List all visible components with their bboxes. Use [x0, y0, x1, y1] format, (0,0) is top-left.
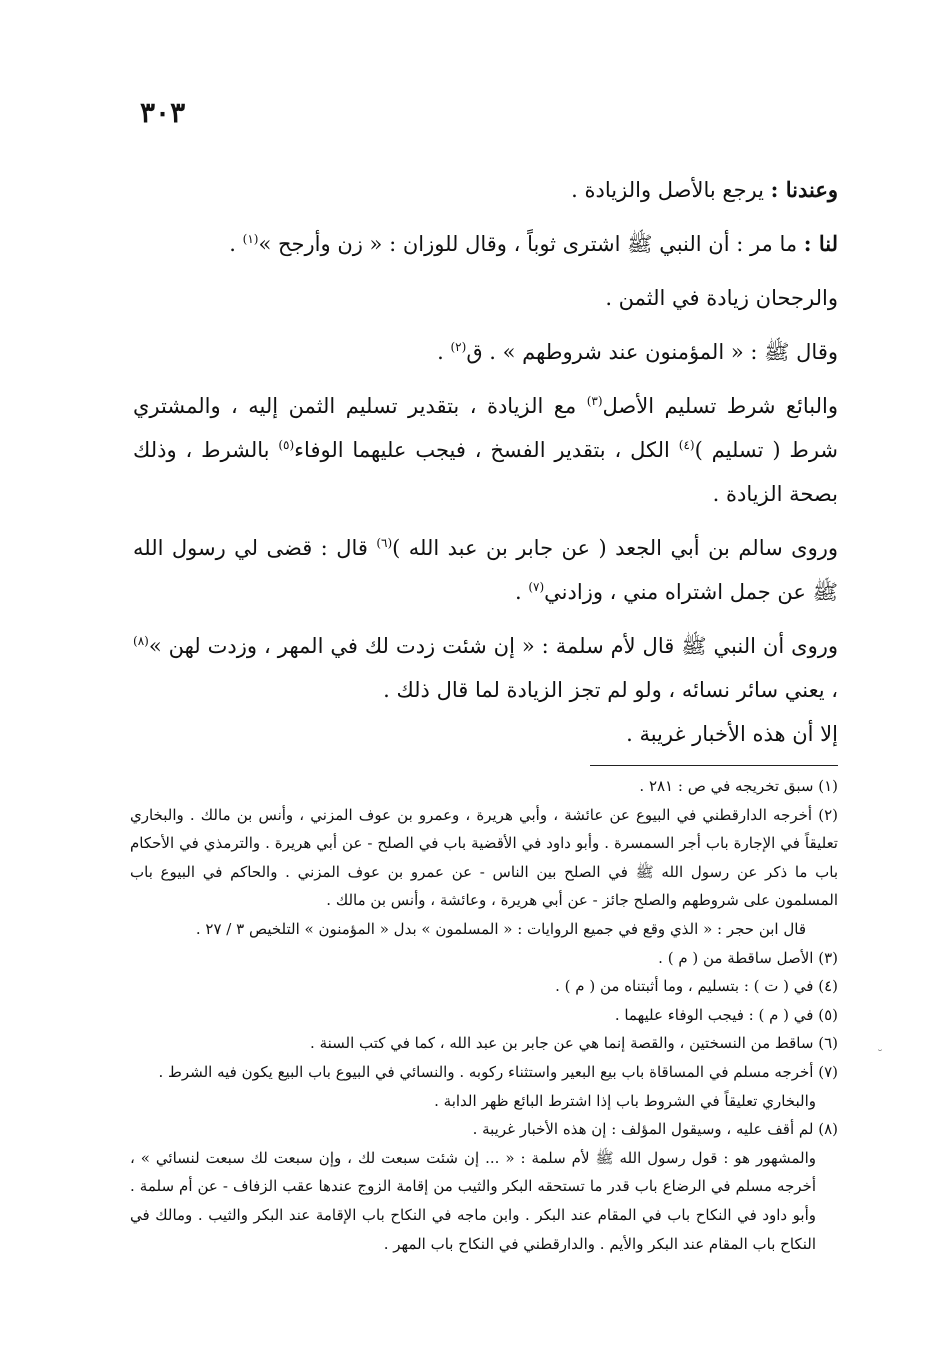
footnote-7: (٧) أخرجه مسلم في المساقاة باب بيع البعير واستثناء ركوبه . والنسائي في البيوع باب البيع يكون فيه الشرط . [158, 1062, 838, 1081]
paragraph-5-part-a: والبائع شرط تسليم الأصل [602, 394, 838, 418]
footnote-ref-6[interactable]: (٦) [376, 536, 393, 550]
footnote-4: (٤) في ( ت ) : بتسليم ، وما أثبتناه من ( م ) . [555, 977, 838, 996]
paragraph-4-text: وقال ﷺ : « المؤمنون عند شروطهم » . ق [466, 340, 838, 364]
paragraph-5-part-b: مع الزيادة ، بتقدير تسليم الثمن إليه ، والمشتري شرط ( تسليم ) [133, 394, 838, 462]
footnote-ref-8[interactable]: (٨) [133, 634, 149, 648]
paragraph-1-text: يرجع بالأصل والزيادة . [571, 178, 771, 202]
paragraph-3: والرجحان زيادة في الثمن . [605, 286, 838, 310]
footnotes [130, 772, 838, 1258]
main-text [133, 168, 838, 756]
footnote-5: (٥) في ( م ) : فيجب الوفاء عليهما . [614, 1005, 838, 1024]
footnote-ref-1[interactable]: (١) [242, 232, 259, 246]
footnote-2-continued: قال ابن حجر : « الذي وقع في جميع الروايات : « المسلمون » بدل « المؤمنون » التلخيص ٣ / ٢٧ . [195, 919, 806, 938]
paragraph-5-part-c: الكل ، بتقدير الفسخ ، فيجب عليهما الوفاء [294, 438, 679, 462]
paragraph-5 [133, 384, 838, 516]
footnote-6: (٦) ساقط من النسختين ، والقصة إنما هي عن جابر بن عبد الله ، كما في كتب السنة . [310, 1034, 838, 1053]
footnote-separator [590, 765, 838, 766]
footnote-3: (٣) الأصل ساقطة من ( م ) . [658, 948, 838, 967]
footnote-8: (٨) لم أقف عليه ، وسيقول المؤلف : إن هذه الأخبار غريبة . [472, 1120, 838, 1139]
footnote-ref-5[interactable]: (٥) [278, 438, 295, 452]
paragraph-1-lead: وعندنا : [770, 177, 838, 202]
paragraph-6-part-a: وروى سالم بن أبي الجعد ( عن جابر بن عبد الله ) [392, 536, 838, 560]
margin-dot: ˘ [877, 1048, 883, 1062]
paragraph-6 [133, 526, 838, 614]
paragraph-6-part-c: . [514, 580, 529, 604]
paragraph-8: إلا أن هذه الأخبار غريبة . [626, 722, 838, 746]
paragraph-7-part-b: ، يعني سائر نسائه ، ولو لم تجز الزيادة لما قال ذلك . [383, 678, 838, 702]
page-number: ٣٠٣ [140, 96, 186, 129]
paragraph-2-lead: لنا : [803, 231, 838, 256]
paragraph-7-part-a: وروى أن النبي ﷺ قال لأم سلمة : « إن شئت زدت لك في المهر ، وزدت لهن » [148, 634, 838, 658]
footnote-ref-3[interactable]: (٣) [586, 394, 603, 408]
paragraph-4-end: . [437, 340, 451, 364]
footnote-1: (١) سبق تخريجه في ص : ٢٨١ . [639, 777, 838, 795]
footnote-2: (٢) أخرجه الدارقطني في البيوع عن عائشة ، وأبي هريرة ، وعمرو بن عوف المزني ، وأنس بن مالك . والبخاري تعليقاً في الإجارة باب أجر السمسرة . وأبو داود في الأقضية باب في الصلح - عن أبي هريرة . والترمذي في الأحكام باب ما ذكر عن رسول الله ﷺ في الصلح بين الناس - عن عمرو بن عوف المزني . والحاكم في البيوع باب المسلمون على شروطهم والصلح جائز - عن أبي هريرة ، وعائشة ، وأنس بن مالك . [130, 805, 838, 910]
footnote-ref-2[interactable]: (٢) [450, 340, 467, 354]
footnote-ref-4[interactable]: (٤) [678, 438, 695, 452]
footnote-7-continued: والبخاري تعليقاً في الشروط باب إذا اشترط البائع ظهر الدابة . [434, 1091, 816, 1110]
paragraph-1 [133, 168, 838, 212]
paragraph-2-text: ما مر : أن النبي ﷺ اشترى ثوباً ، وقال للوزان : « زن وأرجح » [258, 232, 804, 256]
footnote-ref-7[interactable]: (٧) [528, 580, 545, 594]
paragraph-4 [133, 330, 838, 374]
footnote-8-continued: والمشهور هو : قول رسول الله ﷺ لأم سلمة : « ... إن شئت سبعت لك ، وإن سبعت لك سبعت لنسائي » ، أخرجه مسلم في الرضاع باب قدر ما تستحقه البكر والثيب من إقامة الزوج عندها عقب الزفاف - عن أم سلمة . وأبو داود في النكاح باب في المقام عند البكر . وابن ماجه في النكاح باب الإقامة عند البكر والثيب . ومالك في النكاح باب المقام عند البكر والأيم . والدارقطني في النكاح باب المهر . [130, 1148, 816, 1253]
paragraph-7 [133, 624, 838, 712]
paragraph-2-end: . [229, 232, 243, 256]
paragraph-5-part-d: بالشرط ، وذلك بصحة الزيادة . [133, 438, 838, 506]
paragraph-6-part-b: قال : قضى لي رسول الله ﷺ عن جمل اشتراه مني ، وزادني [133, 536, 838, 604]
paragraph-2 [133, 222, 838, 266]
